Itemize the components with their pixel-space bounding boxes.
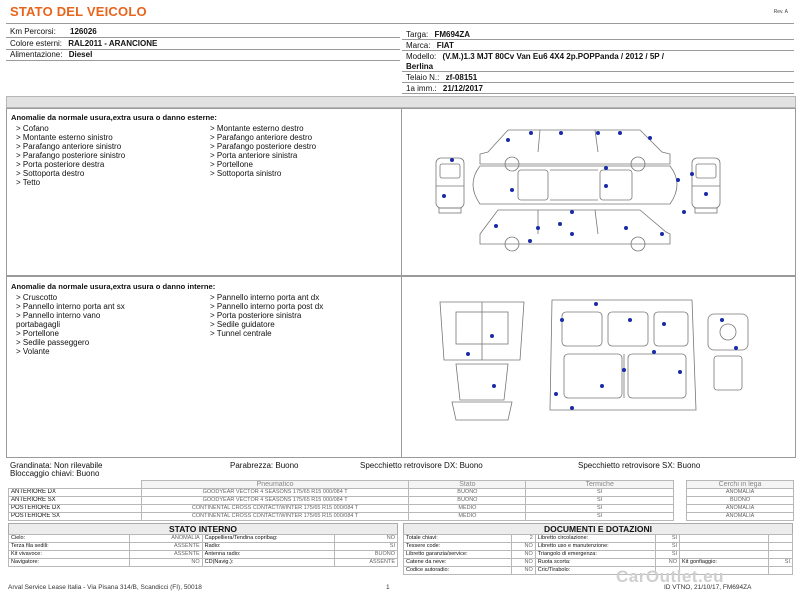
field-value — [768, 551, 792, 559]
external-damage-title: Anomalie da normale usura,extra usura o danno esterne: — [11, 113, 217, 122]
fuel-label: Alimentazione: — [10, 50, 63, 59]
list-item: > Tunnel centrale — [210, 329, 272, 338]
tyres-header-thermal: Termiche — [526, 481, 674, 489]
field-value: ASSENTE — [129, 543, 202, 551]
tyre-rims: ANOMALIA — [687, 489, 794, 497]
field-value — [768, 543, 792, 551]
table-row — [404, 559, 793, 567]
tyre-rims: ANOMALIA — [687, 505, 794, 513]
table-row — [404, 567, 793, 575]
list-item: > Parafango posteriore sinistro — [16, 151, 126, 160]
list-item: > Parafango posteriore destro — [210, 142, 317, 151]
external-damage-list-1 — [16, 124, 125, 187]
tyres-header-state: Stato — [409, 481, 526, 489]
list-item: > Sedile guidatore — [210, 320, 275, 329]
field-label: Terza fila sedili: — [9, 543, 130, 551]
internal-damage-list-2 — [210, 293, 323, 338]
trunk-view — [440, 302, 524, 420]
internal-damage-list-1 — [16, 293, 125, 356]
field-value: NO — [656, 559, 680, 567]
km-row — [10, 26, 97, 37]
tyre-position: POSTERIORE DX — [9, 505, 142, 513]
list-item: portabagagli — [16, 320, 61, 329]
field-value: ANOMALIA — [129, 535, 202, 543]
watermark-logo: CarOutlet.eu — [616, 567, 725, 586]
cabin-top-view — [550, 300, 696, 410]
header-divider — [6, 23, 794, 24]
field-label: Codice autoradio: — [404, 567, 512, 575]
tyre-rims: BUONO — [687, 497, 794, 505]
car-right-side-view — [480, 130, 670, 171]
internal-state-header: STATO INTERNO — [8, 523, 398, 535]
tyres-header-tyre: Pneumatico — [141, 481, 409, 489]
registration-label: 1a imm.: — [406, 84, 437, 93]
hail-status: Grandinata: Non rilevabile — [10, 461, 103, 470]
documents-header: DOCUMENTI E DOTAZIONI — [403, 523, 793, 535]
table-row — [404, 535, 793, 543]
tyre-thermal: SI — [526, 497, 674, 505]
field-label — [680, 551, 769, 559]
list-item: > Cofano — [16, 124, 49, 133]
field-label: Kit gonfiaggio: — [680, 559, 769, 567]
field-label: Ruota scorta: — [535, 559, 655, 567]
field-value: NO — [511, 559, 535, 567]
field-value: ASSENTE — [129, 551, 202, 559]
tyre-position: ANTERIORE DX — [9, 489, 142, 497]
page-title: STATO DEL VEICOLO — [10, 4, 147, 19]
field-value: NO — [511, 543, 535, 551]
external-damage-list-2 — [210, 124, 316, 178]
chassis-label: Telaio N.: — [406, 73, 440, 82]
tyre-state: BUONO — [409, 489, 526, 497]
divider — [402, 93, 794, 94]
model-label: Modello: — [406, 52, 437, 61]
list-item: > Cruscotto — [16, 293, 58, 302]
field-label: Cielo: — [9, 535, 130, 543]
car-front-view — [436, 158, 464, 213]
internal-state-table — [8, 534, 398, 567]
list-item: > Sottoporta sinistro — [210, 169, 282, 178]
car-exterior-diagram — [430, 124, 730, 266]
registration-value: 21/12/2017 — [442, 84, 483, 93]
documents-table — [403, 534, 793, 575]
field-value: BUONO — [334, 551, 397, 559]
list-item: > Pannello interno vano — [16, 311, 101, 320]
list-item: > Parafango anteriore sinistro — [16, 142, 122, 151]
list-item: > Montante esterno destro — [210, 124, 304, 133]
mirror-dx-status: Specchietto retrovisore DX: Buono — [360, 461, 483, 470]
divider — [6, 60, 400, 61]
field-value: 2 — [511, 535, 535, 543]
field-label: Kit vivavoce: — [9, 551, 130, 559]
field-value: ASSENTE — [334, 559, 397, 567]
tyre-thermal: SI — [526, 505, 674, 513]
field-value: NO — [511, 567, 535, 575]
color-row — [10, 38, 157, 49]
tyre-state: MEDIO — [409, 513, 526, 521]
field-value: NO — [129, 559, 202, 567]
plate-label: Targa: — [406, 30, 429, 39]
tyre-rims: ANOMALIA — [687, 513, 794, 521]
footer-company: Arval Service Lease Italia - Via Pisana 314/B, Scandicci (FI), 50018 — [8, 584, 202, 591]
tyre-position: POSTERIORE SX — [9, 513, 142, 521]
field-label: Tessere code: — [404, 543, 512, 551]
tyre-model: GOODYEAR VECTOR 4 SEASONS 175/65 R15 000/084 T — [141, 497, 409, 505]
field-label: Cric/Tirabolo: — [535, 567, 655, 575]
field-label: Libretto uso e manutenzione: — [535, 543, 655, 551]
field-value — [768, 567, 792, 575]
field-label: Libretto circolazione: — [535, 535, 655, 543]
revision-label: Rev. A — [773, 9, 788, 15]
chassis-value: zf-08151 — [445, 73, 478, 82]
field-label: CD(Navig.): — [202, 559, 334, 567]
internal-damage-title: Anomalie da normale usura,extra usura o danno interne: — [11, 282, 216, 291]
footer-doc-ref: ID VTNO, 21/10/17, FM694ZA — [664, 584, 752, 591]
tyre-model: CONTINENTAL CROSS CONTACT/WINTER 175/65 R15 000/084 T — [141, 505, 409, 513]
section-strip — [6, 96, 796, 108]
field-value: SI — [656, 535, 680, 543]
field-value: SI — [656, 543, 680, 551]
field-label: Navigatore: — [9, 559, 130, 567]
car-top-view — [473, 166, 677, 204]
list-item: > Portellone — [210, 160, 253, 169]
field-value: SI — [768, 559, 792, 567]
list-item: > Porta posteriore destra — [16, 160, 105, 169]
tyre-state: BUONO — [409, 497, 526, 505]
table-row — [9, 551, 398, 559]
list-item: > Pannello interno porta ant sx — [16, 302, 125, 311]
list-item: > Tetto — [16, 178, 41, 187]
table-row — [9, 543, 398, 551]
km-value: 126026 — [70, 27, 97, 36]
mirror-sx-status: Specchietto retrovisore SX: Buono — [578, 461, 701, 470]
brand-label: Marca: — [406, 41, 431, 50]
table-row — [9, 489, 794, 497]
list-item: > Parafango anteriore destro — [210, 133, 313, 142]
dashboard-view — [708, 314, 748, 390]
field-label: Totale chiavi: — [404, 535, 512, 543]
table-row — [404, 543, 793, 551]
fuel-value: Diesel — [68, 50, 93, 59]
field-label: Catene da neve: — [404, 559, 512, 567]
field-value: SI — [656, 551, 680, 559]
list-item: > Portellone — [16, 329, 59, 338]
color-value: RAL2011 - ARANCIONE — [68, 39, 158, 48]
field-label: Antenna radio: — [202, 551, 334, 559]
list-item: > Sedile passeggero — [16, 338, 90, 347]
wheel-lock-status: Bloccaggio chiavi: Buono — [10, 469, 100, 478]
list-item: > Volante — [16, 347, 50, 356]
fuel-row — [10, 49, 92, 60]
tyre-position: ANTERIORE SX — [9, 497, 142, 505]
list-item: > Montante esterno sinistro — [16, 133, 113, 142]
damage-markers — [442, 131, 708, 243]
car-left-side-view — [480, 210, 670, 251]
car-interior-diagram — [432, 290, 752, 450]
color-label: Colore esterni: — [10, 39, 63, 48]
table-row — [404, 551, 793, 559]
plate-value: FM694ZA — [434, 30, 471, 39]
tyres-table — [8, 480, 794, 521]
field-value: NO — [334, 535, 397, 543]
tyre-state: MEDIO — [409, 505, 526, 513]
model-value: (V.M.)1.3 MJT 80Cv Van Eu6 4X4 2p.POPPanda / 2012 / 5P / — [442, 52, 664, 61]
tyres-header-rims: Cerchi in lega — [687, 481, 794, 489]
table-row — [9, 559, 398, 567]
table-row — [9, 497, 794, 505]
divider — [402, 39, 794, 40]
table-row — [9, 513, 794, 521]
field-label — [680, 535, 769, 543]
list-item: > Porta posteriore sinistra — [210, 311, 302, 320]
tyre-model: CONTINENTAL CROSS CONTACT/WINTER 175/65 R15 000/084 T — [141, 513, 409, 521]
list-item: > Sottoporta destro — [16, 169, 85, 178]
list-item: > Pannello interno porta ant dx — [210, 293, 320, 302]
table-row — [9, 535, 398, 543]
car-rear-view — [692, 158, 720, 213]
model-value-2: Berlina — [406, 62, 434, 71]
table-row — [9, 505, 794, 513]
field-value: NO — [511, 551, 535, 559]
tyre-thermal: SI — [526, 489, 674, 497]
field-label — [680, 543, 769, 551]
field-value — [768, 535, 792, 543]
tyre-thermal: SI — [526, 513, 674, 521]
footer-page-number: 1 — [386, 584, 390, 591]
km-label: Km Percorsi: — [10, 27, 56, 36]
field-label: Radio: — [202, 543, 334, 551]
field-value: SI — [334, 543, 397, 551]
list-item: > Pannello interno porta post dx — [210, 302, 324, 311]
model-row — [406, 51, 664, 62]
field-label: Cappelliera/Tendina copribag: — [202, 535, 334, 543]
brand-value: FIAT — [436, 41, 454, 50]
windshield-status: Parabrezza: Buono — [230, 461, 299, 470]
field-label: Triangolo di emergenza: — [535, 551, 655, 559]
field-label: Libretto garanzia/service: — [404, 551, 512, 559]
list-item: > Porta anteriore sinistra — [210, 151, 298, 160]
tyres-header-row — [9, 481, 794, 489]
tyre-model: GOODYEAR VECTOR 4 SEASONS 175/65 R15 000/084 T — [141, 489, 409, 497]
